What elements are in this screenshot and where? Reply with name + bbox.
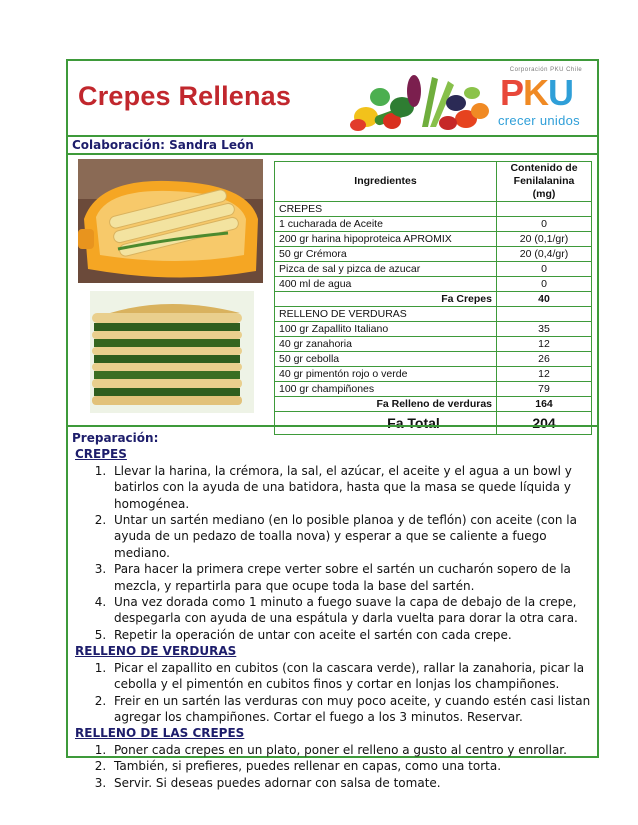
prep-steps-list <box>72 742 597 791</box>
prep-step: 2. Freir en un sartén las verduras con muy poco aceite, y cuando estén casi listan agregar los champiñones. Cortar el fuego a los 3 minutos. Reservar. <box>110 693 597 726</box>
prep-section-heading: CREPES <box>75 447 127 462</box>
prep-step: 3. Servir. Si deseas puedes adornar con salsa de tomate. <box>110 775 597 791</box>
recipe-title: Crepes Rellenas <box>78 81 292 111</box>
prep-step: 3. Para hacer la primera crepe verter sobre el sartén un cucharón sopero de la mezcla, y repartirla para que ocupe toda la base del sartén. <box>110 561 597 594</box>
photo-column <box>78 159 263 413</box>
ingredient-name: 50 gr Crémora <box>275 247 497 262</box>
phenylalanine-value: 26 <box>497 352 592 367</box>
section-row <box>275 202 592 217</box>
collaboration-line: Colaboración: Sandra León <box>68 135 597 155</box>
ingredient-row <box>275 217 592 232</box>
ingredient-row <box>275 262 592 277</box>
phenylalanine-value: 164 <box>497 397 592 412</box>
ingredient-name: 100 gr Zapallito Italiano <box>275 322 497 337</box>
prep-step: 2. Untar un sartén mediano (en lo posible planoa y de teflón) con aceite (con la ayuda de un pedazo de toalla nova) y esperar a que se caliente a fuego mediano. <box>110 512 597 561</box>
prep-steps-list <box>72 660 597 726</box>
subtotal-row <box>275 292 592 307</box>
prep-steps-list <box>72 463 597 643</box>
col-ingredients-header: Ingredientes <box>275 162 497 202</box>
preparation-section <box>68 425 597 791</box>
ingredient-row <box>275 277 592 292</box>
phenylalanine-value: 35 <box>497 322 592 337</box>
total-value: 204 <box>497 412 592 435</box>
ingredient-name: RELLENO DE VERDURAS <box>275 307 497 322</box>
layered-crepe-cake-photo <box>90 291 254 413</box>
col-content-header: Contenido de Fenilalanina (mg) <box>497 162 592 202</box>
header <box>68 61 597 135</box>
logo-tagline: crecer unidos <box>498 113 580 128</box>
section-row <box>275 307 592 322</box>
ingredient-row <box>275 337 592 352</box>
phenylalanine-value <box>497 307 592 322</box>
phenylalanine-value: 40 <box>497 292 592 307</box>
prep-step: 1. Picar el zapallito en cubitos (con la cascara verde), rallar la zanahoria, picar la cebolla y el pimentón en cubitos finos y cortar en lonjas los champiñones. <box>110 660 597 693</box>
ingredient-row <box>275 322 592 337</box>
ingredient-name: 40 gr zanahoria <box>275 337 497 352</box>
ingredient-row <box>275 382 592 397</box>
phenylalanine-value: 12 <box>497 367 592 382</box>
preparation-title: Preparación: <box>72 431 159 445</box>
crepes-dish-photo <box>78 159 263 283</box>
recipe-card <box>66 59 599 790</box>
ingredient-name: 200 gr harina hipoproteica APROMIX <box>275 232 497 247</box>
ingredient-name: 100 gr champiñones <box>275 382 497 397</box>
ingredient-row <box>275 247 592 262</box>
subtotal-row <box>275 397 592 412</box>
ingredient-name: CREPES <box>275 202 497 217</box>
phenylalanine-value: 0 <box>497 217 592 232</box>
phenylalanine-value: 12 <box>497 337 592 352</box>
prep-step: 1. Llevar la harina, la crémora, la sal, el azúcar, el aceite y el agua a un bowl y batirlos con la ayuda de una batidora, hasta que la masa se quede líquida y homogénea. <box>110 463 597 512</box>
logo-wordmark: PKU <box>500 72 574 113</box>
total-label: Fa Total <box>275 412 497 435</box>
phenylalanine-value: 0 <box>497 262 592 277</box>
prep-step: 2. También, si prefieres, puedes rellenar en capas, como una torta. <box>110 758 597 774</box>
ingredients-table <box>274 161 592 435</box>
ingredient-row <box>275 232 592 247</box>
ingredient-name: Pizca de sal y pizca de azucar <box>275 262 497 277</box>
ingredient-name: 1 cucharada de Aceite <box>275 217 497 232</box>
vegetables-illustration <box>344 67 494 133</box>
prep-section-heading: RELLENO DE VERDURAS <box>75 644 237 659</box>
pku-logo <box>498 67 594 133</box>
logo-org-name: Corporación PKU Chile <box>509 67 583 73</box>
ingredient-row <box>275 352 592 367</box>
prep-section-heading: RELLENO DE LAS CREPES <box>75 726 245 741</box>
phenylalanine-value: 20 (0,4/gr) <box>497 247 592 262</box>
ingredient-name: 50 gr cebolla <box>275 352 497 367</box>
phenylalanine-value: 20 (0,1/gr) <box>497 232 592 247</box>
prep-step: 5. Repetir la operación de untar con aceite el sartén con cada crepe. <box>110 627 597 643</box>
phenylalanine-value <box>497 202 592 217</box>
ingredient-row <box>275 367 592 382</box>
ingredient-name: 40 gr pimentón rojo o verde <box>275 367 497 382</box>
prep-step: 4. Una vez dorada como 1 minuto a fuego suave la capa de debajo de la crepe, despegarla con ayuda de una espátula y darla vuelta para dorar la otra cara. <box>110 594 597 627</box>
ingredient-name: Fa Crepes <box>275 292 497 307</box>
phenylalanine-value: 0 <box>497 277 592 292</box>
phenylalanine-value: 79 <box>497 382 592 397</box>
ingredient-name: Fa Relleno de verduras <box>275 397 497 412</box>
ingredient-name: 400 ml de agua <box>275 277 497 292</box>
prep-step: 1. Poner cada crepes en un plato, poner el relleno a gusto al centro y enrollar. <box>110 742 597 758</box>
